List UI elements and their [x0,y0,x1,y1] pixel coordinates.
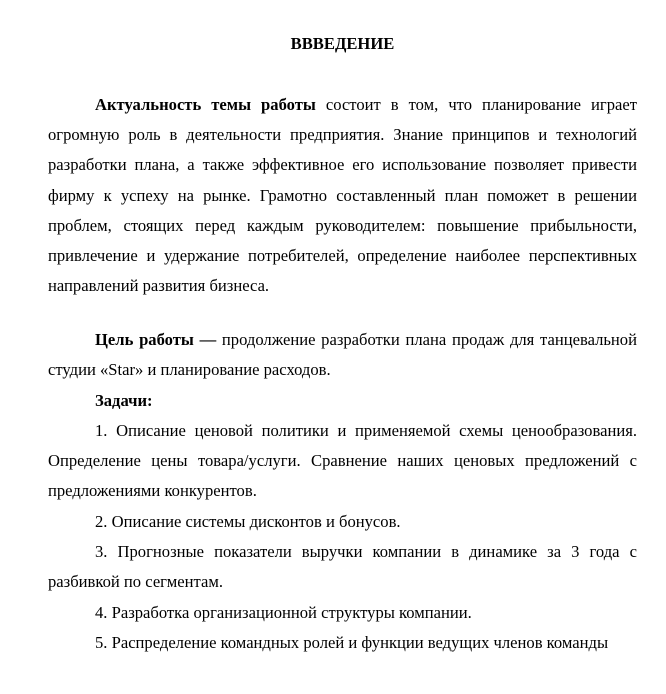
relevance-text: состоит в том, что планирование играет огромную роль в деятельности предприятия. Знание принципов и технологий разработки плана, а также эффективное его использование позволяет привести фирму к успеху на рынке. Грамотно составленный план поможет в решении проблем, стоящих перед каждым руководителем: повышение прибыльности, привлечение и удержание потребителей, определение наиболее перспективных направлений развития бизнеса. [48,95,637,296]
goal-lead: Цель работы — [95,330,217,349]
task-item-3: 3. Прогнозные показатели выручки компании в динамике за 3 года с разбивкой по сегментам. [48,542,637,592]
task-item-4: 4. Разработка организационной структуры компании. [95,603,472,622]
goal-text: продолжение разработки плана продаж для танцевальной студии «Star» и планирование расходов. [48,330,637,380]
relevance-lead: Актуальность темы работы [95,95,316,114]
task-item-5: 5. Распределение командных ролей и функции ведущих членов команды [95,633,609,652]
task-item-2: 2. Описание системы дисконтов и бонусов. [95,512,401,531]
document-title: ВВВЕДЕНИЕ [290,34,395,53]
goal-paragraph [48,325,637,385]
tasks-heading: Задачи: [95,391,153,410]
relevance-paragraph [48,90,637,301]
task-item-1: 1. Описание ценовой политики и применяемой схемы ценообразования. Определение цены товара/услуги. Сравнение наших ценовых предложений с предложениями конкурентов. [48,421,637,501]
